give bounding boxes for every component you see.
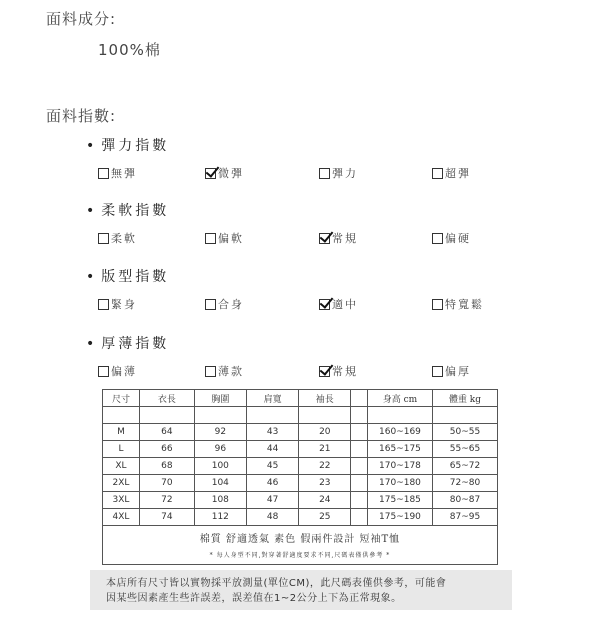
index-option[interactable] — [205, 363, 244, 379]
size-table-row — [103, 424, 498, 441]
index-option[interactable] — [432, 296, 484, 312]
size-table-cell: 112 — [194, 509, 246, 526]
size-table-row — [103, 441, 498, 458]
index-group-title — [86, 200, 169, 220]
index-option-label: 常規 — [332, 365, 358, 378]
size-table-header-cell: 衣長 — [139, 390, 194, 407]
size-table-cell: 46 — [246, 475, 298, 492]
index-option-label: 合身 — [218, 298, 244, 311]
checkbox-icon[interactable] — [98, 233, 109, 244]
index-option-label: 緊身 — [111, 298, 137, 311]
checked-checkbox-icon[interactable] — [319, 233, 330, 244]
index-option-label: 薄款 — [218, 365, 244, 378]
index-group-title-text: 柔軟指數 — [101, 203, 170, 219]
size-table-header-cell: 肩寬 — [246, 390, 298, 407]
size-table-cell — [351, 458, 368, 475]
size-table-header-cell — [351, 390, 368, 407]
index-option-label: 偏厚 — [445, 365, 471, 378]
checkbox-icon[interactable] — [205, 233, 216, 244]
size-table-cell: 45 — [246, 458, 298, 475]
size-table-cell: 22 — [299, 458, 351, 475]
size-table-blank-row — [103, 407, 498, 424]
index-option-label: 適中 — [332, 298, 358, 311]
size-table-cell — [351, 424, 368, 441]
index-option-label: 微彈 — [218, 167, 244, 180]
bullet: • — [86, 138, 98, 154]
size-table-cell: 72~80 — [432, 475, 497, 492]
size-table-cell: 104 — [194, 475, 246, 492]
index-option-label: 特寬鬆 — [445, 298, 484, 311]
checked-checkbox-icon[interactable] — [205, 168, 216, 179]
size-table-row — [103, 475, 498, 492]
size-table-cell: 3XL — [103, 492, 140, 509]
checkbox-icon[interactable] — [432, 299, 443, 310]
index-group-title — [86, 135, 169, 155]
index-group-title-text: 厚薄指數 — [101, 336, 170, 352]
index-option[interactable] — [319, 165, 358, 181]
size-table-note: 棉質 舒適透氣 素色 假兩件設計 短袖T恤 — [199, 534, 401, 545]
checkbox-icon[interactable] — [205, 299, 216, 310]
index-option-label: 偏軟 — [218, 232, 244, 245]
index-option-label: 超彈 — [445, 167, 471, 180]
index-option-label: 無彈 — [111, 167, 137, 180]
index-option-label: 柔軟 — [111, 232, 137, 245]
bullet: • — [86, 336, 98, 352]
size-table-cell: 64 — [139, 424, 194, 441]
size-table-cell: 175~190 — [367, 509, 432, 526]
index-option[interactable] — [432, 230, 471, 246]
checkbox-icon[interactable] — [432, 366, 443, 377]
size-table-cell: 70 — [139, 475, 194, 492]
size-table-cell: 66 — [139, 441, 194, 458]
index-option[interactable] — [319, 230, 358, 246]
size-table-cell: 170~178 — [367, 458, 432, 475]
size-table-cell: M — [103, 424, 140, 441]
checkbox-icon[interactable] — [98, 366, 109, 377]
index-option[interactable] — [205, 165, 244, 181]
size-table-header-row — [103, 390, 498, 407]
index-option[interactable] — [98, 296, 137, 312]
checkbox-icon[interactable] — [98, 299, 109, 310]
size-table-header-cell: 胸圍 — [194, 390, 246, 407]
index-group-title — [86, 266, 169, 286]
index-option[interactable] — [98, 165, 137, 181]
size-table-cell: XL — [103, 458, 140, 475]
size-table-cell: 24 — [299, 492, 351, 509]
checkbox-icon[interactable] — [98, 168, 109, 179]
size-table-cell: 23 — [299, 475, 351, 492]
size-table-cell: 4XL — [103, 509, 140, 526]
size-table-row — [103, 492, 498, 509]
checkbox-icon[interactable] — [432, 168, 443, 179]
size-chart-table — [102, 389, 498, 565]
size-table-cell: 25 — [299, 509, 351, 526]
size-table-cell: 48 — [246, 509, 298, 526]
size-table-cell: 87~95 — [432, 509, 497, 526]
index-group-title-text: 版型指數 — [101, 269, 170, 285]
size-table-cell: 100 — [194, 458, 246, 475]
index-option[interactable] — [432, 165, 471, 181]
size-table-header-cell: 袖長 — [299, 390, 351, 407]
index-option[interactable] — [319, 296, 358, 312]
checkbox-icon[interactable] — [205, 366, 216, 377]
size-table-header-cell: 尺寸 — [103, 390, 140, 407]
size-table-cell: 43 — [246, 424, 298, 441]
checked-checkbox-icon[interactable] — [319, 299, 330, 310]
size-table-cell: 74 — [139, 509, 194, 526]
fabric-composition-value: 100%棉 — [98, 41, 161, 59]
size-table-cell: 96 — [194, 441, 246, 458]
index-option[interactable] — [432, 363, 471, 379]
size-table-cell: 108 — [194, 492, 246, 509]
checked-checkbox-icon[interactable] — [319, 366, 330, 377]
index-group-title-text: 彈力指數 — [101, 138, 170, 154]
fabric-index-label: 面料指數: — [46, 107, 117, 125]
size-table-cell: 50~55 — [432, 424, 497, 441]
index-option[interactable] — [205, 230, 244, 246]
size-table-cell — [351, 509, 368, 526]
index-option-label: 偏硬 — [445, 232, 471, 245]
index-option-label: 彈力 — [332, 167, 358, 180]
size-table-cell: L — [103, 441, 140, 458]
size-table-cell: 165~175 — [367, 441, 432, 458]
index-option-label: 常規 — [332, 232, 358, 245]
measurement-notice — [90, 570, 512, 610]
index-option[interactable] — [98, 230, 137, 246]
index-option-label: 偏薄 — [111, 365, 137, 378]
size-table-cell: 21 — [299, 441, 351, 458]
size-table-cell: 160~169 — [367, 424, 432, 441]
size-table-cell: 65~72 — [432, 458, 497, 475]
notice-line-2: 因某些因素產生些許誤差，誤差值在1~2公分上下為正常現象。 — [106, 593, 402, 604]
size-table-cell: 175~185 — [367, 492, 432, 509]
index-group-title — [86, 333, 169, 353]
size-table-cell: 92 — [194, 424, 246, 441]
index-option[interactable] — [98, 363, 137, 379]
fabric-composition-label: 面料成分: — [46, 10, 117, 28]
size-table-header-cell: 體重 kg — [432, 390, 497, 407]
size-table-cell — [351, 475, 368, 492]
size-table-cell — [351, 441, 368, 458]
size-table-row — [103, 458, 498, 475]
size-table-header-cell: 身高 cm — [367, 390, 432, 407]
checkbox-icon[interactable] — [319, 168, 330, 179]
size-table-cell: 72 — [139, 492, 194, 509]
size-table-cell: 47 — [246, 492, 298, 509]
notice-line-1: 本店所有尺寸皆以實物採平放測量(單位CM)，此尺碼表僅供參考，可能會 — [106, 578, 447, 589]
size-table-disclaimer: * 每人身型不同,對穿著舒適度要求不同,尺碼表僅供參考 * — [209, 552, 391, 559]
size-table-cell: 68 — [139, 458, 194, 475]
bullet: • — [86, 269, 98, 285]
size-table-cell: 2XL — [103, 475, 140, 492]
size-table-cell — [351, 492, 368, 509]
size-table-cell: 20 — [299, 424, 351, 441]
size-table-row — [103, 509, 498, 526]
size-table-cell: 80~87 — [432, 492, 497, 509]
size-table-cell: 55~65 — [432, 441, 497, 458]
size-table-cell: 170~180 — [367, 475, 432, 492]
size-table-cell: 44 — [246, 441, 298, 458]
bullet: • — [86, 203, 98, 219]
index-option[interactable] — [319, 363, 358, 379]
index-option[interactable] — [205, 296, 244, 312]
checkbox-icon[interactable] — [432, 233, 443, 244]
